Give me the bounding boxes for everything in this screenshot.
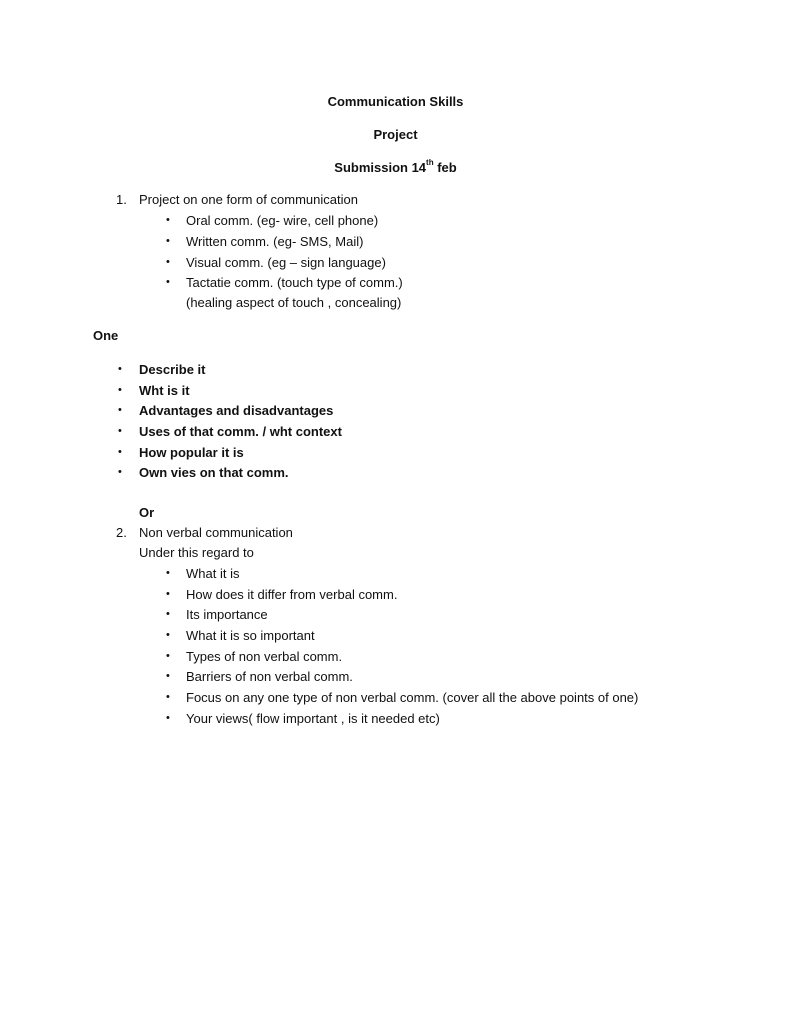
bullet-icon: • xyxy=(166,608,170,620)
section1-item: Oral comm. (eg- wire, cell phone) xyxy=(186,213,379,228)
one-item: Describe it xyxy=(139,362,206,377)
bullet-icon: • xyxy=(166,567,170,579)
section2-item: How does it differ from verbal comm. xyxy=(186,587,398,602)
bullet-icon: • xyxy=(166,588,170,600)
bullet-icon: • xyxy=(118,384,122,396)
section1-item: Visual comm. (eg – sign language) xyxy=(186,255,386,270)
submission-prefix: Submission 14 xyxy=(334,160,427,175)
section2-item: Types of non verbal comm. xyxy=(186,649,343,664)
one-item: Uses of that comm. / wht context xyxy=(139,424,342,439)
one-item: Advantages and disadvantages xyxy=(139,403,334,418)
one-item: Own vies on that comm. xyxy=(139,465,289,480)
bullet-icon: • xyxy=(166,670,170,682)
bullet-icon: • xyxy=(166,235,170,247)
section2-subheading: Under this regard to xyxy=(139,545,254,560)
section1-number: 1. xyxy=(116,192,127,207)
section2-item: Focus on any one type of non verbal comm. (cover all the above points of one) xyxy=(186,690,639,705)
submission-suffix: feb xyxy=(433,160,457,175)
one-item: How popular it is xyxy=(139,445,244,460)
section2-item: Its importance xyxy=(186,607,268,622)
section1-item: Written comm. (eg- SMS, Mail) xyxy=(186,234,364,249)
document-title: Communication Skills xyxy=(327,94,464,109)
section2-heading: Non verbal communication xyxy=(139,525,293,540)
bullet-icon: • xyxy=(166,276,170,288)
one-item: Wht is it xyxy=(139,383,190,398)
or-label: Or xyxy=(139,505,155,520)
section2-number: 2. xyxy=(116,525,127,540)
section1-heading: Project on one form of communication xyxy=(139,192,358,207)
submission-line xyxy=(0,160,791,175)
section2-item: Your views( flow important , is it needed etc) xyxy=(186,711,440,726)
section2-item: What it is xyxy=(186,566,240,581)
bullet-icon: • xyxy=(166,629,170,641)
document-subtitle: Project xyxy=(373,127,418,142)
bullet-icon: • xyxy=(118,446,122,458)
bullet-icon: • xyxy=(166,712,170,724)
one-label: One xyxy=(93,328,119,343)
bullet-icon: • xyxy=(166,256,170,268)
section1-continuation: (healing aspect of touch , concealing) xyxy=(186,295,402,310)
section2-item: What it is so important xyxy=(186,628,315,643)
bullet-icon: • xyxy=(118,363,122,375)
bullet-icon: • xyxy=(166,691,170,703)
bullet-icon: • xyxy=(166,650,170,662)
section2-item: Barriers of non verbal comm. xyxy=(186,669,353,684)
submission-superscript: th xyxy=(426,158,434,167)
bullet-icon: • xyxy=(166,214,170,226)
bullet-icon: • xyxy=(118,404,122,416)
section1-item: Tactatie comm. (touch type of comm.) xyxy=(186,275,403,290)
bullet-icon: • xyxy=(118,425,122,437)
bullet-icon: • xyxy=(118,466,122,478)
